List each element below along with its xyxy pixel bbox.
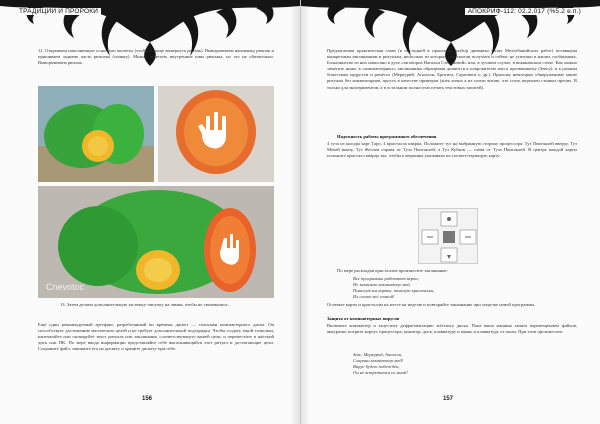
photo-collage	[38, 86, 274, 298]
photo-watermark: Cnevotoc	[46, 282, 85, 292]
section-2-title: Защита от компьютерных вирусов	[327, 316, 400, 321]
after-chant-1-text: Оставьте карты и кристаллы на месте на неделю и повторяйте заклинание при загрузке новой программы.	[327, 302, 536, 307]
right-page-number: 157	[443, 396, 454, 402]
section-2-text: Включите компьютер и запустите дефрагментацию жёсткого диска. Пока ваша машина занята перемещением файлов, аккуратно потрите корпус процессора, монитор, диск, клавиатуру и мышь и клавиатуру от пыли. При этом произнесите:	[327, 323, 577, 335]
chant-1-line: Все программы работают верно,	[353, 276, 419, 281]
chant-2-line: Он не встретится со мной!	[353, 370, 408, 376]
chant-1-line: Их силою всё сочной!	[353, 294, 395, 300]
tarot-diagram	[418, 208, 478, 264]
left-running-header: ТРАДИЦИИ И ПРОРОКИ	[16, 8, 101, 15]
chant-2-line: Зевс, Меркурий, Аполлон,	[353, 352, 403, 357]
step-13-caption: 13. Затем делаем дополнительную застежку-липучку на лямки, чтобы не сваливались.	[60, 302, 229, 307]
book-gutter	[290, 0, 310, 424]
chant-1-line: Не зависает компьютер мой,	[353, 282, 411, 288]
step-12-text: 12. Открываем наполненную основную жилетку (чтобы в конце вывернуть ремень). Выворачиваем наизнанку рюкзак и пришиваем заднюю часть рюкзака (спинку). Можно обметать внутренние швы рюкзака, но это не обязательно. Выворачиваем рюкзак.	[38, 48, 274, 66]
chant-1	[353, 276, 553, 300]
right-page	[300, 0, 600, 424]
left-page-number: 156	[142, 396, 153, 402]
after-diagram-text: По мере раскладки кристаллов произнесите заклинание:	[337, 268, 448, 273]
tarot-layout-icon	[419, 209, 479, 265]
right-running-header: АПОКРИФ-112: 02.2.017 (%5.2 е.п.)	[465, 8, 584, 15]
chant-1-line: Помогут им карты, помогут кристаллы,	[353, 288, 435, 294]
right-intro-text: Предлагаемая практическая глава (в последней в прошлому разбор дневника своих Мелхебанийских работ) посвящена конкретным заклинаниям и ритуалам, несколько из которых уже смогли получить и сейчас не успешно в наших сообщениях. Большинство из них написано в духе «заговоров Натальи Степановой» или, в лучшем случае, в виккианском стиле. Как можно заметить ниже, в «компьютерных» заклинаниях обращения делаются к покровителю или к прозвонингку (Зевсу), и к разным божествам мудрости и ремёсел (Меркурий, Аполлон, Бригита, Сарасвати и др.). Приложу некоторые обнаруженные мною ритуалы без комментариев, просто в качестве примеров (хотя лично я их почти читаю, что столь нереален стишки прочих. В только для экспериментов, а в остальном полностью печать текстовых записей).	[327, 48, 577, 90]
backpack-photo-2	[158, 86, 274, 182]
chant-2-line: Сохрани компьютер мой!	[353, 358, 404, 364]
section-1-title: Надежность работы программного обеспечения	[337, 134, 437, 139]
left-body-text: Ещё один рекомендуемый артефакт, разработанный во времена дискет — талисман компьютерного диска. Он способствует достижению магических целей и не требует дополнительной подзарядки. Чтобы создать такой талисман, напечатайте или скопируйте текст ритуала или заклинания, соответствующего вашей цели, и переместите в жёсткий диск или ПК. По мере ввода информации представляйте себе выполняющийся этот ритуал и достигающие цели. Сохраните файл, запишите его на дискету и храните дискету при себе.	[38, 322, 274, 352]
section-1-text: 4 туза из колоды карт Таро, 4 кристалла кварца. Положите туз на выбранную сторону процессора: Туз Пентаклей вверху, Туз Мечей внизу, Туз Жезлов справа от Туза Пентаклей, а Туз Кубков — слева от Туза Пентаклей. В центре каждой карты положите кристалл кварца так, чтобы к вершины указывали на соответствующую карту:	[327, 141, 577, 159]
backpack-photo-3	[38, 186, 274, 298]
backpack-photo-1	[38, 86, 154, 182]
chant-2	[353, 352, 553, 376]
chant-2-line: Вирус будет побеждён,	[353, 364, 400, 370]
